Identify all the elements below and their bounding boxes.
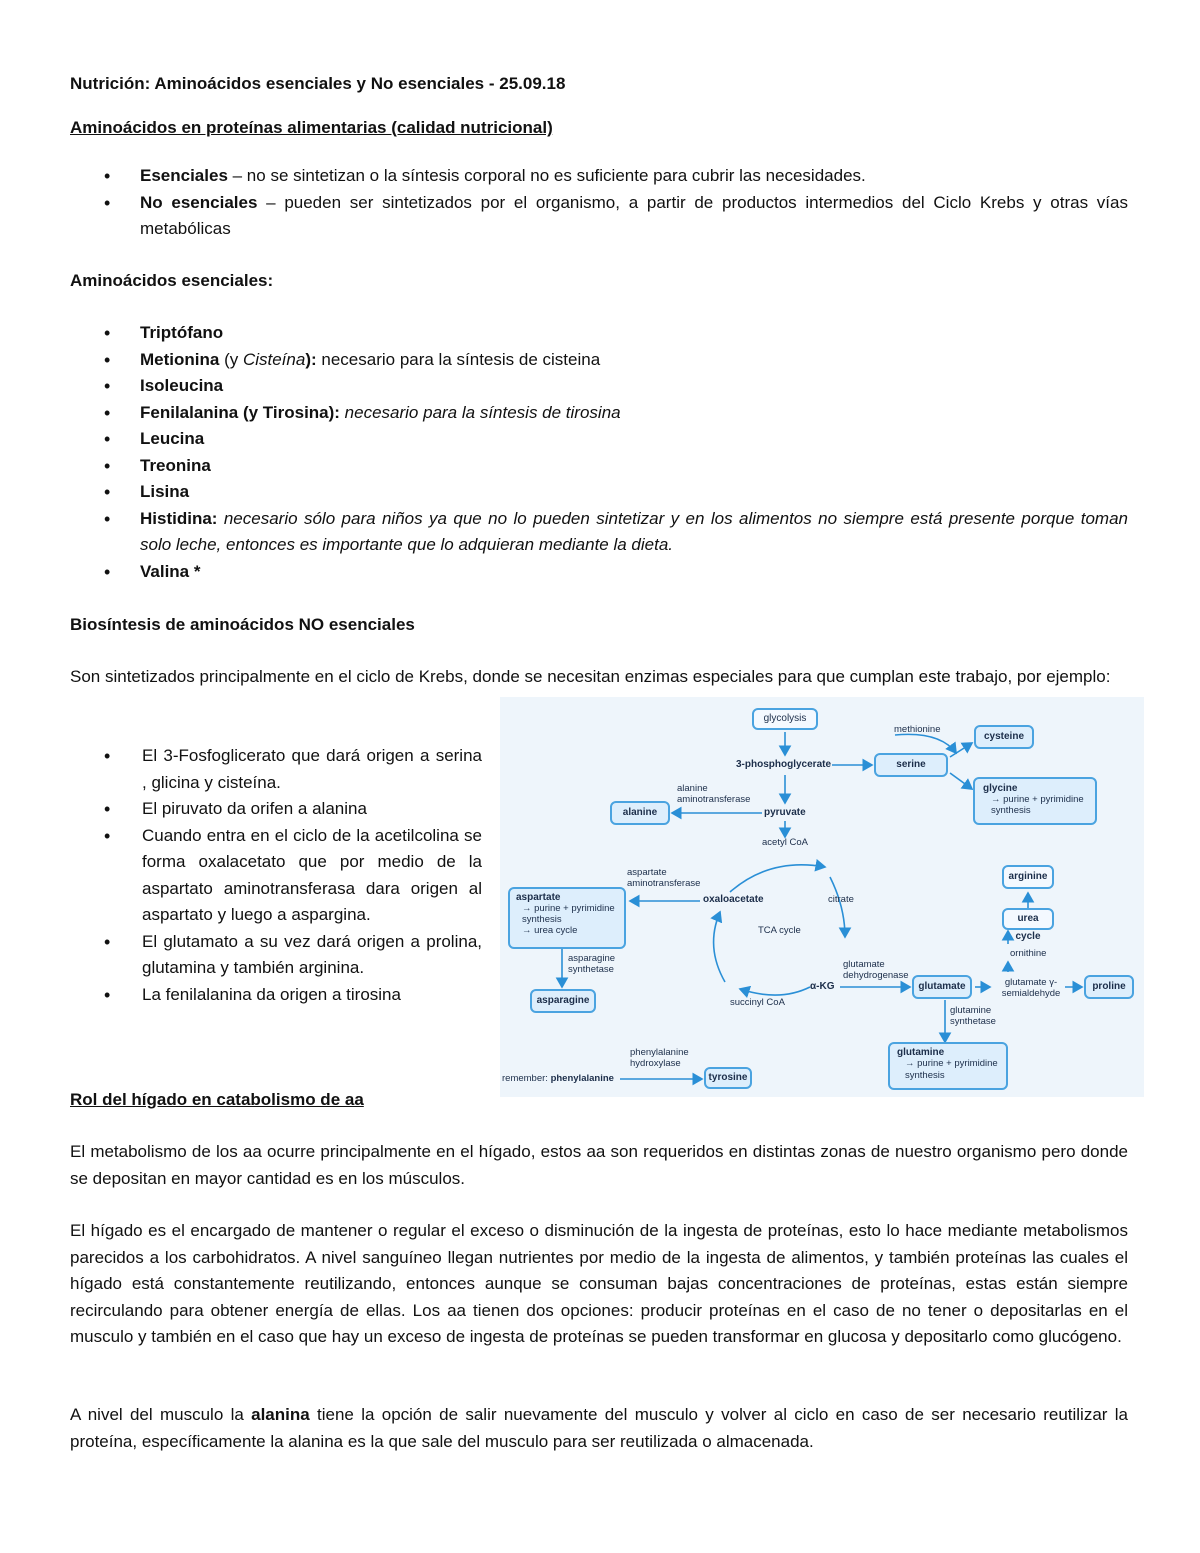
biosynthesis-list xyxy=(70,743,482,1008)
label-alanine-enzyme: alanine aminotransferase xyxy=(677,783,751,805)
node-glutamine xyxy=(888,1042,1008,1090)
label-acetylcoa: acetyl CoA xyxy=(762,837,808,848)
label-ornithine: ornithine xyxy=(1010,948,1047,959)
node-urea-cycle: urea cycle xyxy=(1002,908,1054,930)
label-pyruvate: pyruvate xyxy=(764,807,806,818)
node-proline: proline xyxy=(1084,975,1134,999)
arrow-acetyl-citrate xyxy=(730,865,825,892)
list-item: • La fenilalanina da origen a tirosina xyxy=(70,982,482,1009)
list-item: • Histidina: necesario sólo para niños ya que no lo pueden sintetizar y en los alimentos no siempre está presente porque toman solo leche, entonces es importante que lo adquieran mediante la dieta. xyxy=(70,506,1128,559)
list-item: • Triptófano xyxy=(70,320,1128,347)
arrow-citrate-cycle xyxy=(830,877,845,937)
label-oxaloacetate: oxaloacetate xyxy=(703,894,764,905)
node-glycolysis: glycolysis xyxy=(752,708,818,730)
list-item: • El glutamato a su vez dará origen a prolina, glutamina y también arginina. xyxy=(70,929,482,982)
glutamine-label: glutamine xyxy=(897,1047,945,1058)
arrow-methionine xyxy=(895,734,956,753)
list-item: • No esenciales – pueden ser sintetizados por el organismo, a partir de productos intermedios del Ciclo Krebs y otras vías metabólicas xyxy=(70,190,1128,243)
node-arginine: arginine xyxy=(1002,865,1054,889)
node-aspartate xyxy=(508,887,626,949)
label-glutamate-enzyme: glutamate dehydrogenase xyxy=(843,959,909,981)
label-semialdehyde: glutamate γ-semialdehyde xyxy=(1001,977,1061,999)
node-alanine: alanine xyxy=(610,801,670,825)
section-heading-quality: Aminoácidos en proteínas alimentarias (calidad nutricional) xyxy=(70,118,553,137)
essential-amino-list xyxy=(70,320,1128,585)
list-item: • Lisina xyxy=(70,479,1128,506)
list-item: • Leucina xyxy=(70,426,1128,453)
list-item: • Fenilalanina (y Tirosina): necesario para la síntesis de tirosina xyxy=(70,400,1128,427)
node-cysteine: cysteine xyxy=(974,725,1034,749)
glycine-sub: → purine + pyrimidine synthesis xyxy=(991,794,1084,816)
liver-paragraph-1: El metabolismo de los aa ocurre principalmente en el hígado, estos aa son requeridos en distintas zonas de nuestro organismo pero donde se depositan en mayor cantidad es en los músculos. xyxy=(70,1142,1128,1188)
page-title: Nutrición: Aminoácidos esenciales y No esenciales - 25.09.18 xyxy=(70,74,566,93)
arrow-akg-succinyl xyxy=(740,987,810,995)
liver-paragraph-2: El hígado es el encargado de mantener o regular el exceso o disminución de la ingesta de proteínas, esto lo hace mediante metabolismos parecidos a los carbohidratos. A nivel sanguíneo llegan nutrientes por medio de la ingesta de alimentos, y también proteínas las cuales el hígado está constantemente reutilizando, entonces aunque se consuman bajas concentraciones de proteínas, estas están siempre recirculando para obtener energía de ellas. Los aa tienen dos opciones: producir proteínas en el caso de no tener o depositarlas en el musculo y también en el caso que hay un exceso de ingesta de proteínas se pueden transformar en glucosa y depositarlo como glucógeno. xyxy=(70,1221,1128,1346)
liver-paragraph-3: A nivel del musculo la alanina tiene la opción de salir nuevamente del musculo y volver al ciclo en caso de ser necesario reutilizar la proteína, específicamente la alanina es la que sale del musculo para ser reutilizada o almacenada. xyxy=(70,1405,1128,1451)
label-remember: remember: phenylalanine xyxy=(502,1073,614,1084)
label-aspartate-enzyme: aspartate aminotransferase xyxy=(627,867,701,889)
glycine-label: glycine xyxy=(983,783,1018,794)
label-akg: α-KG xyxy=(810,981,835,992)
label-succinyl: succinyl CoA xyxy=(730,997,785,1008)
aspartate-sub2: → urea cycle xyxy=(522,925,578,936)
list-item: • Isoleucina xyxy=(70,373,1128,400)
section-heading-essentials: Aminoácidos esenciales: xyxy=(70,271,274,290)
amino-acid-synthesis-diagram xyxy=(500,697,1144,1097)
aspartate-label: aspartate xyxy=(516,892,561,903)
glutamine-sub: → purine + pyrimidine synthesis xyxy=(905,1058,998,1081)
list-item: • El 3-Fosfoglicerato que dará origen a serina , glicina y cisteína. xyxy=(70,743,482,796)
arrow-serine-glycine xyxy=(950,773,972,789)
quality-list xyxy=(70,163,1128,243)
label-glutamine-enzyme: glutamine synthetase xyxy=(950,1005,996,1027)
aspartate-sub1: → purine + pyrimidine synthesis xyxy=(522,903,615,925)
node-tyrosine: tyrosine xyxy=(704,1067,752,1089)
node-asparagine: asparagine xyxy=(530,989,596,1013)
list-item: • Esenciales – no se sintetizan o la síntesis corporal no es suficiente para cubrir las necesidades. xyxy=(70,163,1128,190)
label-3pg: 3-phosphoglycerate xyxy=(736,759,832,770)
section-heading-liver: Rol del hígado en catabolismo de aa xyxy=(70,1090,364,1109)
section-heading-biosynthesis: Biosíntesis de aminoácidos NO esenciales xyxy=(70,615,415,634)
list-item: • El piruvato da orifen a alanina xyxy=(70,796,482,823)
list-item: • Valina * xyxy=(70,559,1128,586)
label-tca: TCA cycle xyxy=(758,925,801,936)
label-citrate: citrate xyxy=(828,894,854,905)
list-item: • Treonina xyxy=(70,453,1128,480)
node-glycine xyxy=(973,777,1097,825)
node-glutamate: glutamate xyxy=(912,975,972,999)
label-methionine: methionine xyxy=(894,724,941,735)
biosynthesis-intro: Son sintetizados principalmente en el ciclo de Krebs, donde se necesitan enzimas especiales para que cumplan este trabajo, por ejemplo: xyxy=(70,667,1111,686)
label-phe-enzyme: phenylalanine hydroxylase xyxy=(630,1047,689,1069)
label-asparagine-enzyme: asparagine synthetase xyxy=(568,953,616,975)
list-item: • Metionina (y Cisteína): necesario para la síntesis de cisteina xyxy=(70,347,1128,374)
arrow-succinyl-oxalo xyxy=(714,912,725,982)
list-item: • Cuando entra en el ciclo de la acetilcolina se forma oxalacetato que por medio de la aspartato aminotransferasa dara origen al aspartato y luego a aspargina. xyxy=(70,823,482,929)
node-serine: serine xyxy=(874,753,948,777)
